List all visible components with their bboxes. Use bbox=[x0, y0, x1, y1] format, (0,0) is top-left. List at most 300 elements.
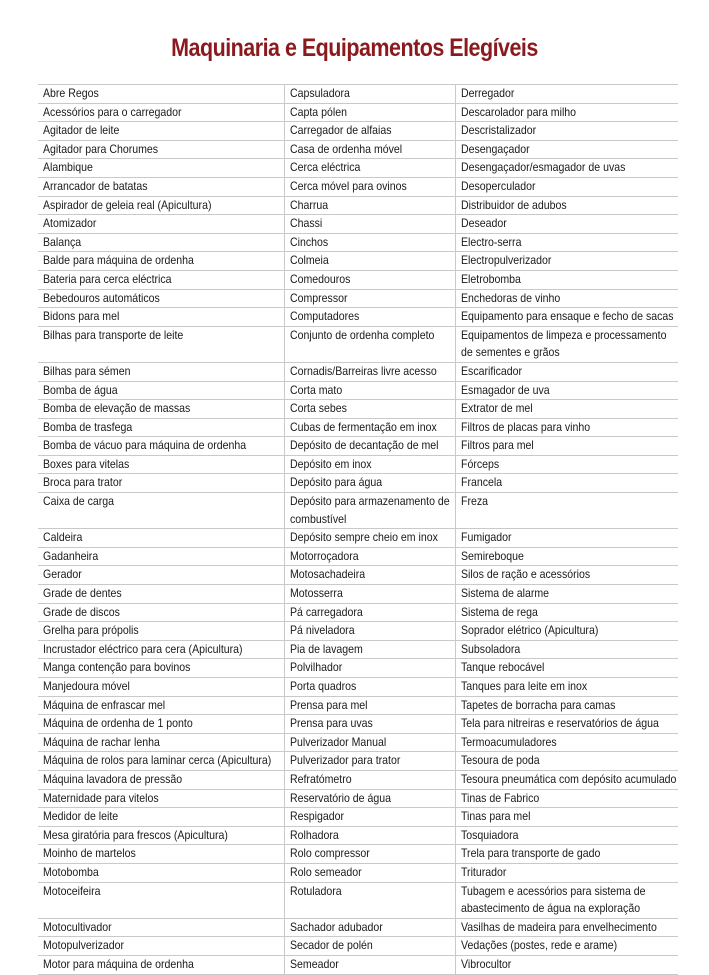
cell-text: Freza bbox=[460, 494, 488, 509]
table-row bbox=[38, 103, 678, 122]
cell-text: Semireboque bbox=[460, 548, 524, 563]
cell-text: Incrustador eléctrico para cera (Apicultura) bbox=[43, 641, 243, 656]
cell-text: Grade de discos bbox=[43, 604, 120, 619]
table-cell bbox=[38, 289, 284, 308]
cell-text: Tela para nitreiras e reservatórios de água bbox=[460, 716, 659, 731]
table-cell bbox=[455, 270, 678, 289]
table-cell bbox=[455, 215, 678, 234]
cell-text: Rolhadora bbox=[289, 827, 339, 842]
table-cell bbox=[455, 863, 678, 882]
table-row bbox=[38, 270, 678, 289]
table-cell bbox=[284, 529, 455, 548]
table-row bbox=[38, 474, 678, 493]
table-cell bbox=[455, 159, 678, 178]
cell-text: Tosquiadora bbox=[460, 827, 519, 842]
cell-text: Gadanheira bbox=[43, 548, 99, 563]
cell-text: Desengaçador/esmagador de uvas bbox=[460, 160, 625, 175]
table-cell bbox=[38, 789, 284, 808]
cell-text: Carregador de alfaias bbox=[289, 123, 392, 138]
cell-text: Desengaçador bbox=[460, 141, 530, 156]
cell-text: Máquina de enfrascar mel bbox=[43, 697, 166, 712]
table-cell bbox=[284, 474, 455, 493]
cell-text: Motosachadeira bbox=[289, 567, 365, 582]
cell-text: Tinas para mel bbox=[460, 809, 530, 824]
cell-text: Caldeira bbox=[43, 530, 83, 545]
cell-text: Comedouros bbox=[289, 271, 350, 286]
table-row bbox=[38, 85, 678, 104]
table-row bbox=[38, 493, 678, 529]
cell-text: Vasilhas de madeira para envelhecimento bbox=[460, 919, 657, 934]
cell-text: Depósito para armazenamento de combustível bbox=[289, 494, 450, 526]
table-cell bbox=[455, 529, 678, 548]
table-cell bbox=[455, 826, 678, 845]
table-row bbox=[38, 455, 678, 474]
table-cell bbox=[284, 85, 455, 104]
table-cell bbox=[38, 381, 284, 400]
table-cell bbox=[38, 270, 284, 289]
cell-text: Electropulverizador bbox=[460, 253, 551, 268]
table-cell bbox=[284, 770, 455, 789]
table-cell bbox=[284, 659, 455, 678]
table-cell bbox=[455, 381, 678, 400]
cell-text: Depósito em inox bbox=[289, 456, 372, 471]
table-cell bbox=[455, 937, 678, 956]
table-cell bbox=[284, 696, 455, 715]
table-row bbox=[38, 289, 678, 308]
table-row bbox=[38, 955, 678, 974]
table-cell bbox=[455, 733, 678, 752]
table-cell bbox=[455, 326, 678, 362]
table-cell bbox=[284, 270, 455, 289]
cell-text: Motosserra bbox=[289, 586, 343, 601]
table-cell bbox=[284, 437, 455, 456]
cell-text: Pia de lavagem bbox=[289, 641, 363, 656]
cell-text: Arrancador de batatas bbox=[43, 178, 148, 193]
table-cell bbox=[38, 159, 284, 178]
table-cell bbox=[38, 196, 284, 215]
table-cell bbox=[284, 289, 455, 308]
cell-text: Motopulverizador bbox=[43, 938, 125, 953]
table-cell bbox=[284, 308, 455, 327]
table-cell bbox=[284, 733, 455, 752]
table-cell bbox=[455, 122, 678, 141]
cell-text: Capta pólen bbox=[289, 104, 347, 119]
cell-text: Colmeia bbox=[289, 253, 329, 268]
cell-text: Prensa para mel bbox=[289, 697, 367, 712]
table-cell bbox=[455, 955, 678, 974]
table-row bbox=[38, 418, 678, 437]
table-cell bbox=[38, 437, 284, 456]
table-cell bbox=[284, 381, 455, 400]
table-cell bbox=[38, 122, 284, 141]
cell-text: Secador de polén bbox=[289, 938, 373, 953]
table-cell bbox=[284, 918, 455, 937]
table-cell bbox=[38, 252, 284, 271]
table-cell bbox=[38, 863, 284, 882]
table-cell bbox=[38, 177, 284, 196]
cell-text: Máquina de rachar lenha bbox=[43, 734, 160, 749]
table-cell bbox=[38, 918, 284, 937]
cell-text: Vibrocultor bbox=[460, 956, 511, 971]
table-cell bbox=[455, 622, 678, 641]
table-row bbox=[38, 640, 678, 659]
table-row bbox=[38, 215, 678, 234]
table-row bbox=[38, 752, 678, 771]
table-cell bbox=[455, 455, 678, 474]
cell-text: Prensa para uvas bbox=[289, 716, 373, 731]
cell-text: Esmagador de uva bbox=[460, 382, 550, 397]
cell-text: Manjedoura móvel bbox=[43, 679, 130, 693]
cell-text: Distribuidor de adubos bbox=[460, 197, 567, 212]
cell-text: Bomba de água bbox=[43, 382, 118, 397]
table-cell bbox=[38, 233, 284, 252]
table-row bbox=[38, 918, 678, 937]
cell-text: Depósito sempre cheio em inox bbox=[289, 530, 438, 545]
cell-text: Manga contenção para bovinos bbox=[43, 660, 191, 675]
table-cell bbox=[38, 659, 284, 678]
table-cell bbox=[38, 103, 284, 122]
cell-text: Filtros para mel bbox=[460, 438, 534, 453]
table-cell bbox=[455, 418, 678, 437]
cell-text: Grelha para própolis bbox=[43, 623, 139, 638]
table-row bbox=[38, 233, 678, 252]
cell-text: Electro-serra bbox=[460, 234, 521, 249]
cell-text: Refratómetro bbox=[289, 771, 352, 786]
table-cell bbox=[455, 196, 678, 215]
table-cell bbox=[284, 826, 455, 845]
table-cell bbox=[38, 215, 284, 234]
cell-text: Motobomba bbox=[43, 864, 99, 879]
table-cell bbox=[284, 955, 455, 974]
cell-text: Chassi bbox=[289, 216, 322, 231]
table-cell bbox=[38, 493, 284, 529]
cell-text: Balança bbox=[43, 234, 82, 249]
cell-text: Maternidade para vitelos bbox=[43, 790, 159, 805]
table-cell bbox=[284, 863, 455, 882]
table-cell bbox=[38, 474, 284, 493]
cell-text: Capsuladora bbox=[289, 86, 350, 100]
table-cell bbox=[38, 566, 284, 585]
table-row bbox=[38, 362, 678, 381]
table-cell bbox=[284, 400, 455, 419]
table-row bbox=[38, 566, 678, 585]
cell-text: Enchedoras de vinho bbox=[460, 290, 560, 305]
table-cell bbox=[455, 252, 678, 271]
table-cell bbox=[284, 233, 455, 252]
cell-text: Desoperculador bbox=[460, 178, 536, 193]
table-row bbox=[38, 140, 678, 159]
cell-text: Alambique bbox=[43, 160, 93, 175]
table-cell bbox=[455, 103, 678, 122]
table-cell bbox=[284, 937, 455, 956]
cell-text: Sistema de rega bbox=[460, 604, 538, 619]
table-cell bbox=[38, 455, 284, 474]
cell-text: Abre Regos bbox=[43, 86, 99, 100]
table-cell bbox=[284, 455, 455, 474]
table-cell bbox=[38, 362, 284, 381]
table-cell bbox=[455, 566, 678, 585]
table-cell bbox=[284, 493, 455, 529]
cell-text: Pá carregadora bbox=[289, 604, 363, 619]
cell-text: Bidons para mel bbox=[43, 309, 120, 324]
table-row bbox=[38, 603, 678, 622]
cell-text: Charrua bbox=[289, 197, 328, 212]
table-row bbox=[38, 733, 678, 752]
cell-text: Derregador bbox=[460, 86, 514, 100]
cell-text: Silos de ração e acessórios bbox=[460, 567, 590, 582]
table-row bbox=[38, 659, 678, 678]
table-cell bbox=[38, 622, 284, 641]
table-cell bbox=[284, 177, 455, 196]
table-cell bbox=[284, 845, 455, 864]
table-cell bbox=[455, 493, 678, 529]
table-cell bbox=[38, 937, 284, 956]
table-cell bbox=[455, 474, 678, 493]
cell-text: Motocultivador bbox=[43, 919, 112, 934]
table-row bbox=[38, 400, 678, 419]
table-row bbox=[38, 529, 678, 548]
cell-text: Gerador bbox=[43, 567, 82, 582]
table-cell bbox=[38, 678, 284, 697]
cell-text: Bomba de vácuo para máquina de ordenha bbox=[43, 438, 247, 453]
table-cell bbox=[284, 752, 455, 771]
cell-text: Bilhas para transporte de leite bbox=[43, 327, 184, 342]
cell-text: Atomizador bbox=[43, 216, 97, 231]
cell-text: Triturador bbox=[460, 864, 506, 879]
equipment-table-body bbox=[38, 85, 678, 975]
table-cell bbox=[455, 696, 678, 715]
cell-text: Compressor bbox=[289, 290, 348, 305]
table-row bbox=[38, 326, 678, 362]
table-cell bbox=[284, 326, 455, 362]
page-title: Maquinaria e Equipamentos Elegíveis bbox=[171, 34, 538, 62]
table-cell bbox=[38, 955, 284, 974]
cell-text: Conjunto de ordenha completo bbox=[289, 327, 434, 342]
cell-text: Cerca móvel para ovinos bbox=[289, 178, 407, 193]
cell-text: Respigador bbox=[289, 809, 344, 824]
cell-text: Soprador elétrico (Apicultura) bbox=[460, 623, 598, 638]
cell-text: Cinchos bbox=[289, 234, 328, 249]
table-cell bbox=[455, 640, 678, 659]
table-cell bbox=[455, 808, 678, 827]
table-cell bbox=[455, 845, 678, 864]
cell-text: Deseador bbox=[460, 216, 507, 231]
cell-text: Cerca eléctrica bbox=[289, 160, 360, 175]
table-cell bbox=[38, 529, 284, 548]
cell-text: Pá niveladora bbox=[289, 623, 355, 638]
cell-text: Tapetes de borracha para camas bbox=[460, 697, 615, 712]
table-cell bbox=[284, 882, 455, 918]
cell-text: Filtros de placas para vinho bbox=[460, 419, 590, 434]
cell-text: Boxes para vitelas bbox=[43, 456, 130, 471]
table-cell bbox=[455, 437, 678, 456]
cell-text: Cubas de fermentação em inox bbox=[289, 419, 437, 434]
table-cell bbox=[455, 233, 678, 252]
table-row bbox=[38, 770, 678, 789]
table-row bbox=[38, 437, 678, 456]
cell-text: Máquina de ordenha de 1 ponto bbox=[43, 716, 193, 731]
table-row bbox=[38, 882, 678, 918]
table-row bbox=[38, 937, 678, 956]
table-row bbox=[38, 678, 678, 697]
table-cell bbox=[284, 252, 455, 271]
cell-text: Corta mato bbox=[289, 382, 342, 397]
table-cell bbox=[455, 140, 678, 159]
table-cell bbox=[455, 770, 678, 789]
cell-text: Termoacumuladores bbox=[460, 734, 557, 749]
cell-text: Fumigador bbox=[460, 530, 511, 545]
cell-text: Equipamentos de limpeza e processamento de sementes e grãos bbox=[460, 327, 666, 360]
cell-text: Grade de dentes bbox=[43, 586, 122, 601]
cell-text: Porta quadros bbox=[289, 679, 356, 693]
table-cell bbox=[38, 547, 284, 566]
cell-text: Cornadis/Barreiras livre acesso bbox=[289, 363, 437, 378]
cell-text: Broca para trator bbox=[43, 475, 123, 490]
table-cell bbox=[284, 808, 455, 827]
cell-text: Reservatório de água bbox=[289, 790, 391, 805]
cell-text: Acessórios para o carregador bbox=[43, 104, 182, 119]
table-row bbox=[38, 826, 678, 845]
cell-text: Tubagem e acessórios para sistema de abastecimento de água na exploração bbox=[460, 883, 646, 916]
cell-text: Medidor de leite bbox=[43, 809, 119, 824]
table-row bbox=[38, 252, 678, 271]
table-cell bbox=[38, 400, 284, 419]
cell-text: Fórceps bbox=[460, 456, 499, 471]
cell-text: Pulverizador Manual bbox=[289, 734, 386, 749]
cell-text: Descarolador para milho bbox=[460, 104, 576, 119]
table-cell bbox=[284, 640, 455, 659]
cell-text: Casa de ordenha móvel bbox=[289, 141, 402, 156]
table-cell bbox=[455, 882, 678, 918]
table-cell bbox=[38, 326, 284, 362]
table-row bbox=[38, 863, 678, 882]
cell-text: Francela bbox=[460, 475, 502, 490]
table-cell bbox=[38, 715, 284, 734]
cell-text: Máquina de rolos para laminar cerca (Apicultura) bbox=[43, 753, 272, 768]
table-cell bbox=[38, 640, 284, 659]
table-cell bbox=[455, 308, 678, 327]
cell-text: Mesa giratória para frescos (Apicultura) bbox=[43, 827, 228, 842]
table-cell bbox=[455, 177, 678, 196]
table-cell bbox=[284, 789, 455, 808]
table-row bbox=[38, 159, 678, 178]
table-cell bbox=[38, 845, 284, 864]
cell-text: Extrator de mel bbox=[460, 401, 533, 416]
table-cell bbox=[455, 362, 678, 381]
cell-text: Sachador adubador bbox=[289, 919, 383, 934]
table-cell bbox=[284, 585, 455, 604]
table-cell bbox=[38, 140, 284, 159]
table-cell bbox=[455, 400, 678, 419]
table-cell bbox=[284, 196, 455, 215]
cell-text: Motoceifeira bbox=[43, 883, 101, 898]
cell-text: Rolo semeador bbox=[289, 864, 362, 879]
table-cell bbox=[455, 715, 678, 734]
table-cell bbox=[455, 85, 678, 104]
cell-text: Eletrobomba bbox=[460, 271, 521, 286]
cell-text: Escarificador bbox=[460, 363, 522, 378]
cell-text: Máquina lavadora de pressão bbox=[43, 771, 183, 786]
cell-text: Bebedouros automáticos bbox=[43, 290, 160, 305]
table-row bbox=[38, 808, 678, 827]
table-cell bbox=[38, 826, 284, 845]
table-cell bbox=[284, 715, 455, 734]
table-cell bbox=[284, 603, 455, 622]
equipment-table bbox=[38, 84, 678, 975]
table-cell bbox=[284, 122, 455, 141]
cell-text: Corta sebes bbox=[289, 401, 347, 416]
table-row bbox=[38, 308, 678, 327]
cell-text: Tesoura pneumática com depósito acumulado bbox=[460, 771, 676, 786]
table-row bbox=[38, 122, 678, 141]
table-row bbox=[38, 715, 678, 734]
cell-text: Tanque rebocável bbox=[460, 660, 544, 675]
table-cell bbox=[455, 918, 678, 937]
table-cell bbox=[284, 622, 455, 641]
table-cell bbox=[284, 103, 455, 122]
cell-text: Computadores bbox=[289, 309, 359, 324]
cell-text: Tinas de Fabrico bbox=[460, 790, 539, 805]
cell-text: Tanques para leite em inox bbox=[460, 679, 587, 693]
table-cell bbox=[455, 289, 678, 308]
table-cell bbox=[455, 603, 678, 622]
cell-text: Bomba de elevação de massas bbox=[43, 401, 191, 416]
table-cell bbox=[284, 159, 455, 178]
table-cell bbox=[455, 752, 678, 771]
table-cell bbox=[38, 418, 284, 437]
cell-text: Depósito para água bbox=[289, 475, 382, 490]
table-cell bbox=[284, 215, 455, 234]
table-cell bbox=[284, 566, 455, 585]
table-row bbox=[38, 789, 678, 808]
cell-text: Equipamento para ensaque e fecho de sacas bbox=[460, 309, 674, 324]
table-cell bbox=[38, 752, 284, 771]
cell-text: Aspirador de geleia real (Apicultura) bbox=[43, 197, 212, 212]
cell-text: Trela para transporte de gado bbox=[460, 846, 600, 861]
cell-text: Agitador de leite bbox=[43, 123, 120, 138]
table-cell bbox=[455, 789, 678, 808]
cell-text: Bateria para cerca eléctrica bbox=[43, 271, 172, 286]
table-cell bbox=[284, 678, 455, 697]
cell-text: Vedações (postes, rede e arame) bbox=[460, 938, 617, 953]
cell-text: Polvilhador bbox=[289, 660, 342, 675]
table-cell bbox=[455, 659, 678, 678]
table-row bbox=[38, 547, 678, 566]
cell-text: Bomba de trasfega bbox=[43, 419, 133, 434]
cell-text: Balde para máquina de ordenha bbox=[43, 253, 194, 268]
cell-text: Depósito de decantação de mel bbox=[289, 438, 439, 453]
table-cell bbox=[38, 308, 284, 327]
table-cell bbox=[38, 585, 284, 604]
cell-text: Agitador para Chorumes bbox=[43, 141, 159, 156]
cell-text: Pulverizador para trator bbox=[289, 753, 400, 768]
cell-text: Rotuladora bbox=[289, 883, 342, 898]
cell-text: Motor para máquina de ordenha bbox=[43, 956, 194, 971]
table-row bbox=[38, 381, 678, 400]
table-row bbox=[38, 696, 678, 715]
table-cell bbox=[284, 140, 455, 159]
cell-text: Moinho de martelos bbox=[43, 846, 136, 861]
table-row bbox=[38, 177, 678, 196]
cell-text: Tesoura de poda bbox=[460, 753, 540, 768]
cell-text: Caixa de carga bbox=[43, 494, 115, 509]
table-cell bbox=[284, 418, 455, 437]
cell-text: Descristalizador bbox=[460, 123, 536, 138]
table-cell bbox=[284, 547, 455, 566]
cell-text: Semeador bbox=[289, 956, 339, 971]
table-cell bbox=[38, 696, 284, 715]
table-row bbox=[38, 196, 678, 215]
